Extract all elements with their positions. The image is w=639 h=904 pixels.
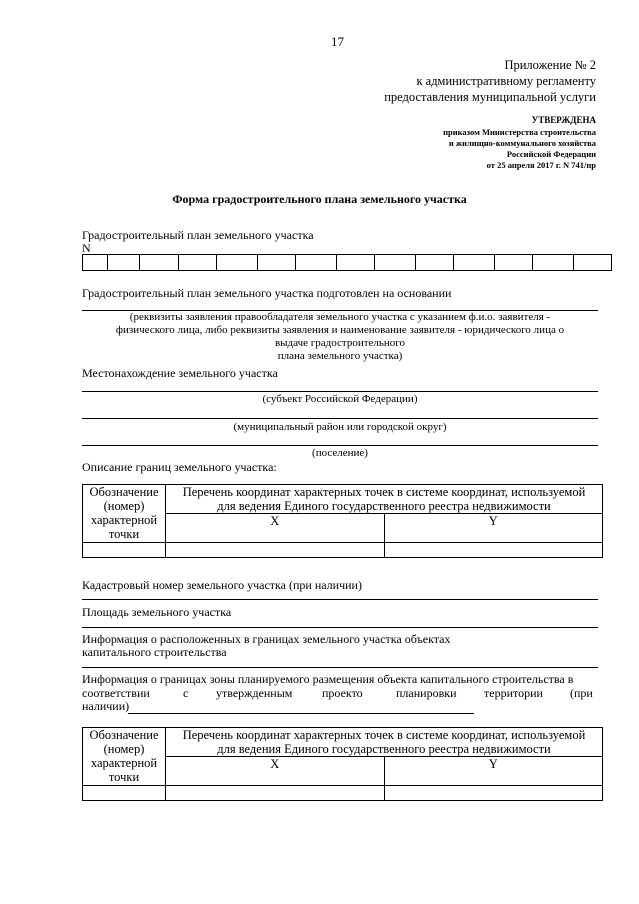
plan-number-prefix: N [82,241,91,255]
planned-zone-word: соответствии [82,686,150,700]
form-title: Форма градостроительного плана земельного участка [172,192,467,206]
x-column-header: X [166,757,385,786]
coordinates-list-header [166,728,603,757]
appendix-line-3: предоставления муниципальной услуги [384,90,596,104]
point-designation-header [83,485,166,543]
plan-number-cell[interactable] [454,255,495,271]
approved-line-2: и жилищно-коммунального хозяйства [448,138,596,148]
point-designation-line-2: (номер) [103,499,145,513]
cadastral-line[interactable] [82,599,598,600]
y-column-header: Y [384,514,603,543]
plan-number-grid[interactable] [82,254,612,271]
district-hint: (муниципальный район или городской округ) [233,421,447,433]
planned-zone-word: территории [484,686,543,700]
point-designation-cell[interactable] [83,543,166,558]
plan-number-cell[interactable] [140,255,178,271]
plan-number-cell[interactable] [107,255,139,271]
area-label: Площадь земельного участка [82,605,232,619]
capital-objects-line[interactable] [82,667,598,668]
plan-number-cell[interactable] [573,255,611,271]
coordinates-table-2 [82,727,603,801]
planned-zone-word: с [183,686,189,700]
point-designation-line-4: точки [108,527,140,541]
capital-objects-line-2: капитального строительства [82,645,227,659]
x-column-header: X [166,514,385,543]
location-label: Местонахождение земельного участка [82,366,278,380]
requisites-note-1: (реквизиты заявления правообладателя земельного участка с указанием ф.и.о. заявителя - [129,311,551,323]
plan-number-cell[interactable] [375,255,416,271]
x-value-cell[interactable] [166,543,385,558]
district-line[interactable] [82,418,598,419]
requisites-note-3: выдаче градостроительного [274,337,406,349]
plan-number-cell[interactable] [296,255,337,271]
area-line[interactable] [82,627,598,628]
planned-zone-word: (при [570,686,593,700]
capital-objects-line-1: Информация о расположенных в границах земельного участка объектах [82,632,451,646]
point-designation-header [83,728,166,786]
planned-zone-word: утвержденным [216,686,293,700]
approved-word: УТВЕРЖДЕНА [531,115,596,125]
point-designation-line-3: характерной [90,513,158,527]
planned-zone-line[interactable] [128,713,474,714]
planned-zone-word: проекто [322,686,363,700]
plan-number-cell[interactable] [217,255,258,271]
point-designation-line-4: точки [108,770,140,784]
approved-line-4: от 25 апреля 2017 г. N 741/пр [486,160,596,170]
boundaries-label: Описание границ земельного участка: [82,460,277,474]
approved-line-3: Российской Федерации [506,149,596,159]
point-designation-line-1: Обозначение [89,728,159,742]
point-designation-line-1: Обозначение [89,485,159,499]
y-value-cell[interactable] [384,543,603,558]
cadastral-label: Кадастровый номер земельного участка (при наличии) [82,578,362,592]
y-column-header: Y [384,757,603,786]
plan-number-cell[interactable] [257,255,295,271]
y-value-cell[interactable] [384,786,603,801]
coordinates-header-line-2: для ведения Единого государственного реестра недвижимости [217,742,551,756]
point-designation-line-2: (номер) [103,742,145,756]
planned-zone-word: планировки [396,686,457,700]
coordinates-header-line-2: для ведения Единого государственного реестра недвижимости [217,499,551,513]
coordinates-table-1 [82,484,603,558]
requisites-note-4: плана земельного участка) [277,350,403,362]
appendix-line-2: к административному регламенту [416,74,596,88]
coordinates-header-line-1: Перечень координат характерных точек в системе координат, используемой [182,728,586,742]
plan-number-cell[interactable] [178,255,216,271]
page-number: 17 [331,34,344,49]
plan-number-cell[interactable] [83,255,108,271]
plan-number-cell[interactable] [494,255,532,271]
point-designation-cell[interactable] [83,786,166,801]
planned-zone-line-3: наличии) [82,699,130,713]
x-value-cell[interactable] [166,786,385,801]
settlement-hint: (поселение) [312,447,368,459]
plan-number-cell[interactable] [532,255,573,271]
subject-hint: (субъект Российской Федерации) [262,393,418,405]
approved-line-1: приказом Министерства строительства [443,127,596,137]
plan-number-cell[interactable] [336,255,374,271]
coordinates-list-header [166,485,603,514]
subject-line[interactable] [82,391,598,392]
settlement-line[interactable] [82,445,598,446]
plan-label: Градостроительный план земельного участка [82,228,314,242]
requisites-note-2: физического лица, либо реквизиты заявления и наименование заявителя - юридического лица о [115,324,565,336]
coordinates-header-line-1: Перечень координат характерных точек в системе координат, используемой [182,485,586,499]
appendix-line-1: Приложение № 2 [504,58,596,72]
point-designation-line-3: характерной [90,756,158,770]
plan-number-cell[interactable] [415,255,453,271]
planned-zone-line-1: Информация о границах зоны планируемого размещения объекта капитального строительства в [82,672,574,686]
prepared-basis-label: Градостроительный план земельного участка подготовлен на основании [82,286,452,300]
